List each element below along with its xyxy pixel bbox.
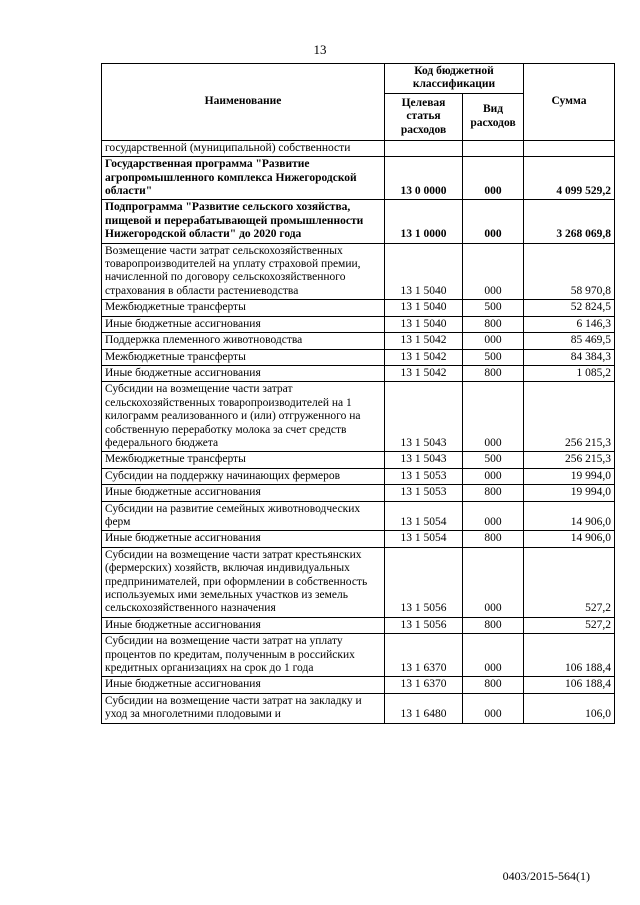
header-sum: Сумма xyxy=(524,64,615,141)
row-name: Субсидии на возмещение части затрат на уплату процентов по кредитам, полученным в российских кредитных организациях на срок до 1 года xyxy=(102,634,385,677)
row-target-article: 13 1 5054 xyxy=(385,531,463,547)
row-target-article xyxy=(385,140,463,156)
row-sum: 19 994,0 xyxy=(524,468,615,484)
row-target-article: 13 1 5040 xyxy=(385,316,463,332)
row-expense-type xyxy=(463,140,524,156)
table-row xyxy=(102,677,615,693)
row-name: Субсидии на возмещение части затрат сельскохозяйственных товаропроизводителей на 1 килограмм реализованного и (или) отгруженного на собственную переработку молока за счет средств федерального бюджета xyxy=(102,382,385,452)
row-name: Межбюджетные трансферты xyxy=(102,349,385,365)
table-row xyxy=(102,693,615,723)
table-row xyxy=(102,485,615,501)
table-row xyxy=(102,468,615,484)
table-row xyxy=(102,365,615,381)
row-name: государственной (муниципальной) собственности xyxy=(102,140,385,156)
row-sum: 6 146,3 xyxy=(524,316,615,332)
row-target-article: 13 1 5056 xyxy=(385,547,463,617)
header-expense-type: Вид расходов xyxy=(463,93,524,140)
row-sum: 106,0 xyxy=(524,693,615,723)
document-code: 0403/2015-564(1) xyxy=(502,869,590,883)
page-number: 13 xyxy=(313,42,327,57)
row-sum: 527,2 xyxy=(524,547,615,617)
table-row xyxy=(102,316,615,332)
row-target-article: 13 1 5040 xyxy=(385,243,463,300)
row-expense-type: 800 xyxy=(463,531,524,547)
row-sum: 106 188,4 xyxy=(524,634,615,677)
row-expense-type: 800 xyxy=(463,617,524,633)
row-name: Иные бюджетные ассигнования xyxy=(102,617,385,633)
row-name: Подпрограмма "Развитие сельского хозяйства, пищевой и перерабатывающей промышленности Нижегородской области" до 2020 года xyxy=(102,200,385,243)
table-body xyxy=(102,140,615,723)
row-sum: 3 268 069,8 xyxy=(524,200,615,243)
table-row xyxy=(102,382,615,452)
row-expense-type: 000 xyxy=(463,157,524,200)
row-name: Иные бюджетные ассигнования xyxy=(102,677,385,693)
row-target-article: 13 0 0000 xyxy=(385,157,463,200)
table-row xyxy=(102,333,615,349)
row-expense-type: 000 xyxy=(463,693,524,723)
row-name: Возмещение части затрат сельскохозяйственных товаропроизводителей на уплату страховой премии, начисленной по договору сельскохозяйственного страхования в области растениеводства xyxy=(102,243,385,300)
row-target-article: 13 1 5054 xyxy=(385,501,463,531)
row-target-article: 13 1 5053 xyxy=(385,468,463,484)
table-row xyxy=(102,349,615,365)
table-row xyxy=(102,634,615,677)
header-target-article: Целевая статья расходов xyxy=(385,93,463,140)
row-target-article: 13 1 5056 xyxy=(385,617,463,633)
row-expense-type: 000 xyxy=(463,547,524,617)
row-name: Государственная программа "Развитие агропромышленного комплекса Нижегородской области" xyxy=(102,157,385,200)
row-expense-type: 000 xyxy=(463,634,524,677)
row-name: Субсидии на развитие семейных животноводческих ферм xyxy=(102,501,385,531)
row-expense-type: 500 xyxy=(463,349,524,365)
row-sum: 256 215,3 xyxy=(524,382,615,452)
table-row xyxy=(102,243,615,300)
header-code-group: Код бюджетной классификации xyxy=(385,64,524,94)
table-row xyxy=(102,140,615,156)
table-row xyxy=(102,200,615,243)
row-target-article: 13 1 5042 xyxy=(385,365,463,381)
row-name: Иные бюджетные ассигнования xyxy=(102,316,385,332)
row-sum: 14 906,0 xyxy=(524,501,615,531)
row-sum: 85 469,5 xyxy=(524,333,615,349)
row-target-article: 13 1 5040 xyxy=(385,300,463,316)
table-row xyxy=(102,452,615,468)
row-sum: 1 085,2 xyxy=(524,365,615,381)
row-name: Субсидии на возмещение части затрат на закладку и уход за многолетними плодовыми и xyxy=(102,693,385,723)
row-sum: 256 215,3 xyxy=(524,452,615,468)
row-name: Иные бюджетные ассигнования xyxy=(102,485,385,501)
table-row xyxy=(102,501,615,531)
row-expense-type: 800 xyxy=(463,316,524,332)
row-target-article: 13 1 5042 xyxy=(385,349,463,365)
row-sum: 58 970,8 xyxy=(524,243,615,300)
row-expense-type: 000 xyxy=(463,243,524,300)
row-target-article: 13 1 5042 xyxy=(385,333,463,349)
row-expense-type: 000 xyxy=(463,382,524,452)
row-name: Межбюджетные трансферты xyxy=(102,452,385,468)
row-expense-type: 500 xyxy=(463,452,524,468)
row-target-article: 13 1 5043 xyxy=(385,382,463,452)
header-name: Наименование xyxy=(102,64,385,141)
row-sum: 52 824,5 xyxy=(524,300,615,316)
row-target-article: 13 1 6370 xyxy=(385,634,463,677)
table-row xyxy=(102,617,615,633)
row-expense-type: 800 xyxy=(463,677,524,693)
row-sum: 14 906,0 xyxy=(524,531,615,547)
row-name: Субсидии на поддержку начинающих фермеров xyxy=(102,468,385,484)
table-header xyxy=(102,64,615,141)
row-expense-type: 800 xyxy=(463,485,524,501)
table-row xyxy=(102,157,615,200)
row-target-article: 13 1 5043 xyxy=(385,452,463,468)
row-name: Межбюджетные трансферты xyxy=(102,300,385,316)
row-target-article: 13 1 5053 xyxy=(385,485,463,501)
row-expense-type: 800 xyxy=(463,365,524,381)
row-sum: 84 384,3 xyxy=(524,349,615,365)
row-target-article: 13 1 0000 xyxy=(385,200,463,243)
row-target-article: 13 1 6480 xyxy=(385,693,463,723)
row-name: Субсидии на возмещение части затрат крестьянских (фермерских) хозяйств, включая индивидуальных предпринимателей, при оформлении в собственность используемых ими земельных участков из земель сельскохозяйственного назначения xyxy=(102,547,385,617)
budget-table xyxy=(101,63,615,724)
row-sum xyxy=(524,140,615,156)
row-sum: 4 099 529,2 xyxy=(524,157,615,200)
row-name: Поддержка племенного животноводства xyxy=(102,333,385,349)
row-sum: 106 188,4 xyxy=(524,677,615,693)
row-sum: 527,2 xyxy=(524,617,615,633)
table-row xyxy=(102,531,615,547)
row-name: Иные бюджетные ассигнования xyxy=(102,531,385,547)
row-expense-type: 500 xyxy=(463,300,524,316)
row-expense-type: 000 xyxy=(463,468,524,484)
row-name: Иные бюджетные ассигнования xyxy=(102,365,385,381)
table-row xyxy=(102,300,615,316)
row-expense-type: 000 xyxy=(463,200,524,243)
row-expense-type: 000 xyxy=(463,333,524,349)
row-sum: 19 994,0 xyxy=(524,485,615,501)
table-row xyxy=(102,547,615,617)
row-target-article: 13 1 6370 xyxy=(385,677,463,693)
row-expense-type: 000 xyxy=(463,501,524,531)
